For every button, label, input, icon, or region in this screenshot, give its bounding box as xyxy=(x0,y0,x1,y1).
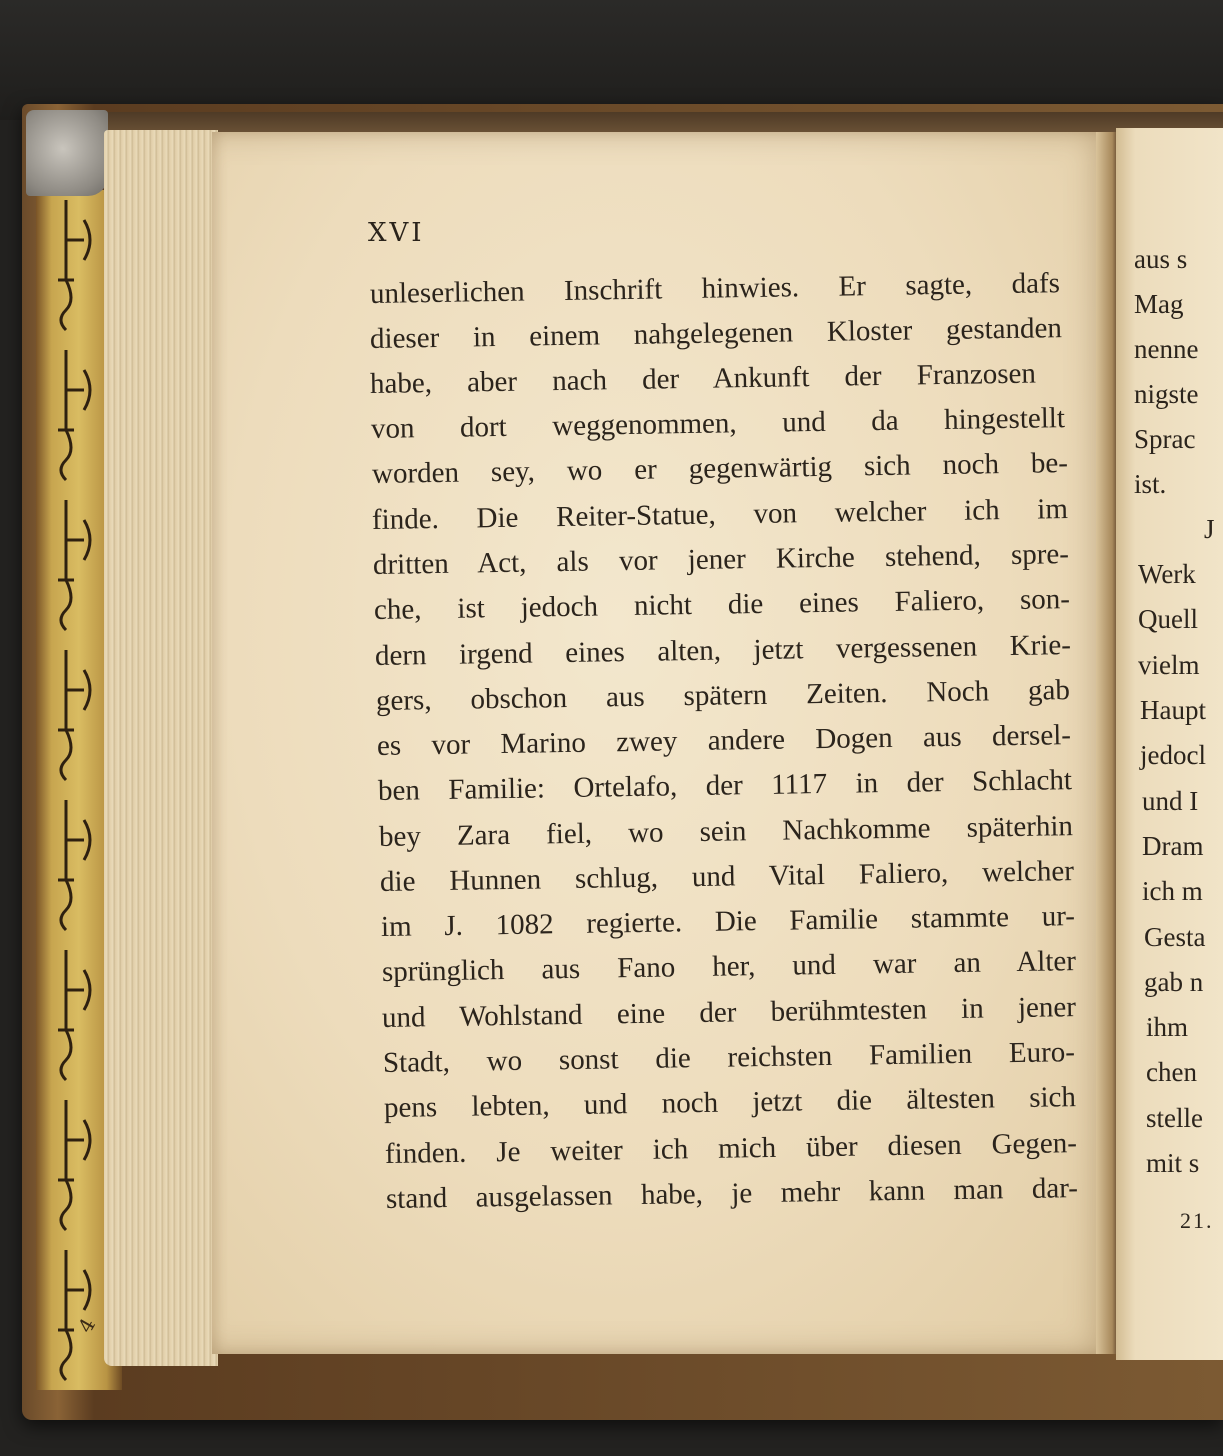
page-edges xyxy=(104,130,218,1366)
text-line: gers, obschon aus spätern Zeiten. Noch gab xyxy=(375,674,1071,717)
spine-ornament xyxy=(58,200,90,330)
spine-ornament xyxy=(58,500,90,630)
text-line: dritten Act, als vor jener Kirche stehend, spre- xyxy=(372,538,1070,581)
text-line-fragment: jedocl xyxy=(1140,740,1206,770)
text-line-fragment: ich m xyxy=(1142,876,1203,906)
text-line: dieser in einem nahgelegenen Kloster gestanden xyxy=(369,312,1063,355)
spine-ornament xyxy=(58,950,90,1080)
text-line: dern irgend eines alten, jetzt vergessenen Krie- xyxy=(374,629,1072,672)
text-line-fragment: aus s xyxy=(1134,244,1188,274)
text-line-fragment: ihm xyxy=(1146,1012,1189,1042)
signature-mark: 21. xyxy=(1180,1208,1214,1233)
text-line: finde. Die Reiter-Statue, von welcher ich im xyxy=(371,493,1069,536)
text-line-fragment: gab n xyxy=(1144,967,1204,997)
spine-ornament xyxy=(58,350,90,480)
cover-top-edge xyxy=(96,112,1223,134)
text-line: von dort weggenommen, und da hingestellt xyxy=(370,402,1066,445)
text-line-fragment: mit s xyxy=(1146,1148,1200,1178)
text-line-fragment: chen xyxy=(1146,1057,1197,1087)
text-line-fragment: stelle xyxy=(1146,1103,1203,1133)
text-line: stand ausgelassen habe, je mehr kann man dar- xyxy=(385,1172,1079,1215)
spine-ornament xyxy=(58,1100,90,1230)
text-line-fragment: Dram xyxy=(1142,831,1204,861)
text-line: sprünglich aus Fano her, und war an Alter xyxy=(381,945,1077,988)
text-line: worden sey, wo er gegenwärtig sich noch be- xyxy=(371,447,1069,490)
text-line: Stadt, wo sonst die reichsten Familien Euro- xyxy=(382,1036,1076,1079)
text-line-fragment: Werk xyxy=(1138,559,1196,589)
worn-corner xyxy=(26,110,108,196)
backdrop xyxy=(0,0,1223,120)
text-line-fragment: Haupt xyxy=(1140,695,1206,725)
text-line-fragment: nigste xyxy=(1134,379,1199,409)
text-line-fragment: vielm xyxy=(1138,650,1200,680)
text-line: bey Zara fiel, wo sein Nachkomme späterhin xyxy=(378,810,1074,853)
text-line-fragment: J xyxy=(1204,514,1215,544)
text-line: die Hunnen schlug, und Vital Faliero, welcher xyxy=(379,855,1075,898)
text-line-fragment: Quell xyxy=(1138,604,1198,634)
spine-ornament xyxy=(58,650,90,780)
text-line: ben Familie: Ortelafo, der 1117 in der Schlacht xyxy=(377,764,1073,807)
text-line: unleserlichen Inschrift hinwies. Er sagte, dafs xyxy=(369,267,1061,310)
text-line: und Wohlstand eine der berühmtesten in jener xyxy=(381,991,1077,1034)
spine-number: 4 xyxy=(73,1313,101,1337)
text-line: finden. Je weiter ich mich über diesen Gegen- xyxy=(384,1127,1078,1170)
text-line: pens lebten, und noch jetzt die ältesten sich xyxy=(383,1081,1077,1124)
text-line: che, ist jedoch nicht die eines Faliero, son- xyxy=(373,583,1071,626)
text-line-fragment: Mag xyxy=(1134,289,1184,319)
text-line-fragment: nenne xyxy=(1134,334,1199,364)
text-line-fragment: Gesta xyxy=(1144,922,1206,952)
text-line: habe, aber nach der Ankunft der Franzosen xyxy=(369,357,1037,400)
text-line: im J. 1082 regierte. Die Familie stammte ur- xyxy=(380,900,1076,943)
text-line-fragment: Sprac xyxy=(1134,424,1196,454)
text-line-fragment: ist. xyxy=(1134,469,1167,499)
page-number-heading: XVI xyxy=(368,218,425,248)
spine-ornament xyxy=(58,800,90,930)
text-line: es vor Marino zwey andere Dogen aus dersel- xyxy=(376,719,1072,762)
text-line-fragment: und I xyxy=(1142,786,1199,816)
